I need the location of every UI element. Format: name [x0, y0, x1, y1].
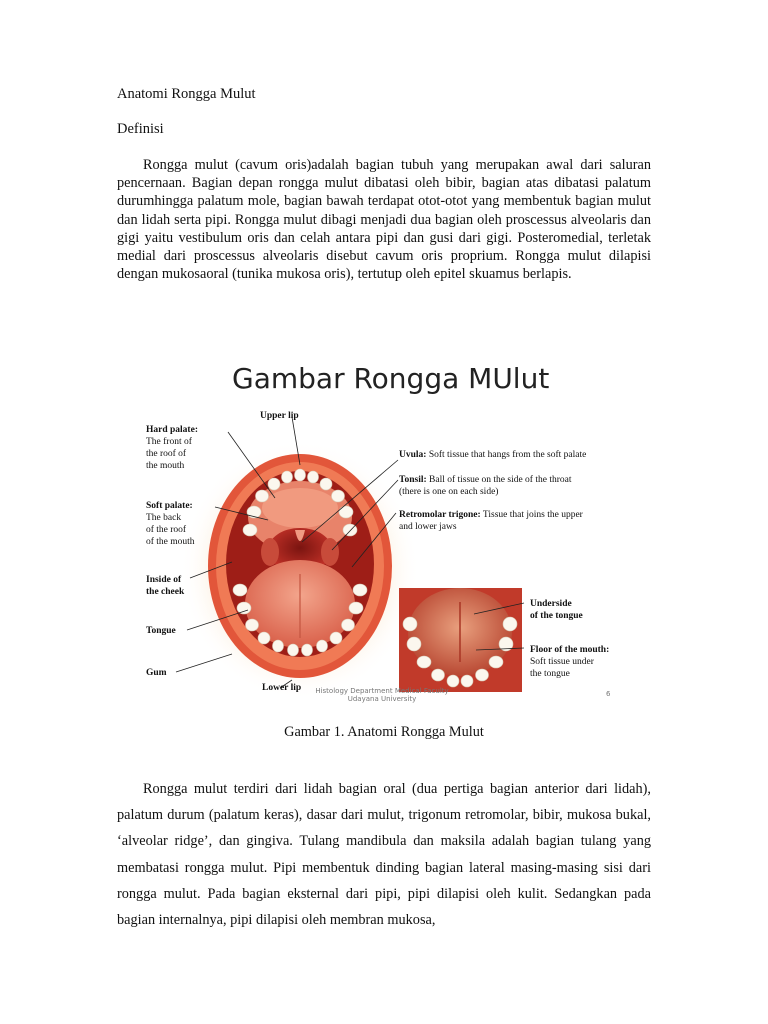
figure-heading: Gambar Rongga MUlut: [232, 362, 550, 395]
slide-number: 6: [606, 690, 611, 698]
figure-credit: Histology Department Medical Faculty Udayana University: [315, 687, 449, 703]
tonsil-left: [261, 538, 279, 566]
label-tongue: Tongue: [146, 626, 176, 636]
figure-caption: Gambar 1. Anatomi Rongga Mulut: [284, 724, 484, 740]
label-upper-lip: Upper lip: [260, 411, 299, 421]
mouth-anatomy-figure: [140, 362, 630, 712]
label-retromolar-trigone: Retromolar trigone: Tissue that joins the upper and lower jaws: [399, 510, 583, 532]
label-lower-lip: Lower lip: [262, 683, 302, 693]
label-underside-tongue: Underside of the tongue: [530, 599, 583, 621]
label-tonsil: Tonsil: Ball of tissue on the side of the throat (there is one on each side): [399, 475, 572, 497]
label-hard-palate: Hard palate: The front of the roof of the mouth: [146, 425, 198, 471]
document-title: Anatomi Rongga Mulut: [117, 86, 256, 102]
composition-paragraph: Rongga mulut terdiri dari lidah bagian oral (dua pertiga bagian anterior dari lidah), palatum durum (palatum keras), dasar dari mulut, trigonum retromolar, bibir, mukosa bukal, ‘alveolar ridge’, dan gingiva. Tulang mandibula dan maksila adalah bagian tulang yang membatasi rongga mulut. Pipi membentuk dinding bagian lateral masing-masing sisi dari rongga mulut. Pada bagian eksternal dari pipi, pipi dilapisi oleh kulit. Sedangkan pada bagian internalnya, pipi dilapisi oleh membran mukosa,: [117, 781, 651, 929]
definition-paragraph: Rongga mulut (cavum oris)adalah bagian tubuh yang merupakan awal dari saluran pencernaan. Bagian depan rongga mulut dibatasi oleh bibir, bagian atas dibatasi palatum durumhingga palatum mole, bagian bawah terdapat otot-otot yang membentuk bagian mulut dan lidah serta pipi. Rongga mulut dibagi menjadi dua bagian oleh proscessus alveolaris dan gigi yaitu vestibulum oris dan celah antara pipi dan gusi dari gigi. Posteromedial, terletak medial dari proscessus alveolaris disebut cavum oris proprium. Rongga mulut dilapisi dengan mukosaoral (tunika mukosa oris), tertutup oleh epitel skuamus berlapis.: [117, 157, 651, 283]
hard-palate-ridges: [262, 488, 338, 528]
tonsil-right: [321, 538, 339, 566]
label-hard-palate-title: Hard palate:: [146, 425, 198, 435]
label-soft-palate: Soft palate: The back of the roof of the mouth: [146, 501, 195, 547]
label-floor-of-mouth: Floor of the mouth: Soft tissue under the tongue: [530, 645, 610, 679]
label-gum: Gum: [146, 668, 167, 678]
label-inside-cheek: Inside of the cheek: [146, 575, 185, 597]
section-heading: Definisi: [117, 121, 164, 137]
label-soft-palate-title: Soft palate:: [146, 501, 193, 511]
label-uvula: Uvula: Soft tissue that hangs from the soft palate: [399, 450, 587, 460]
